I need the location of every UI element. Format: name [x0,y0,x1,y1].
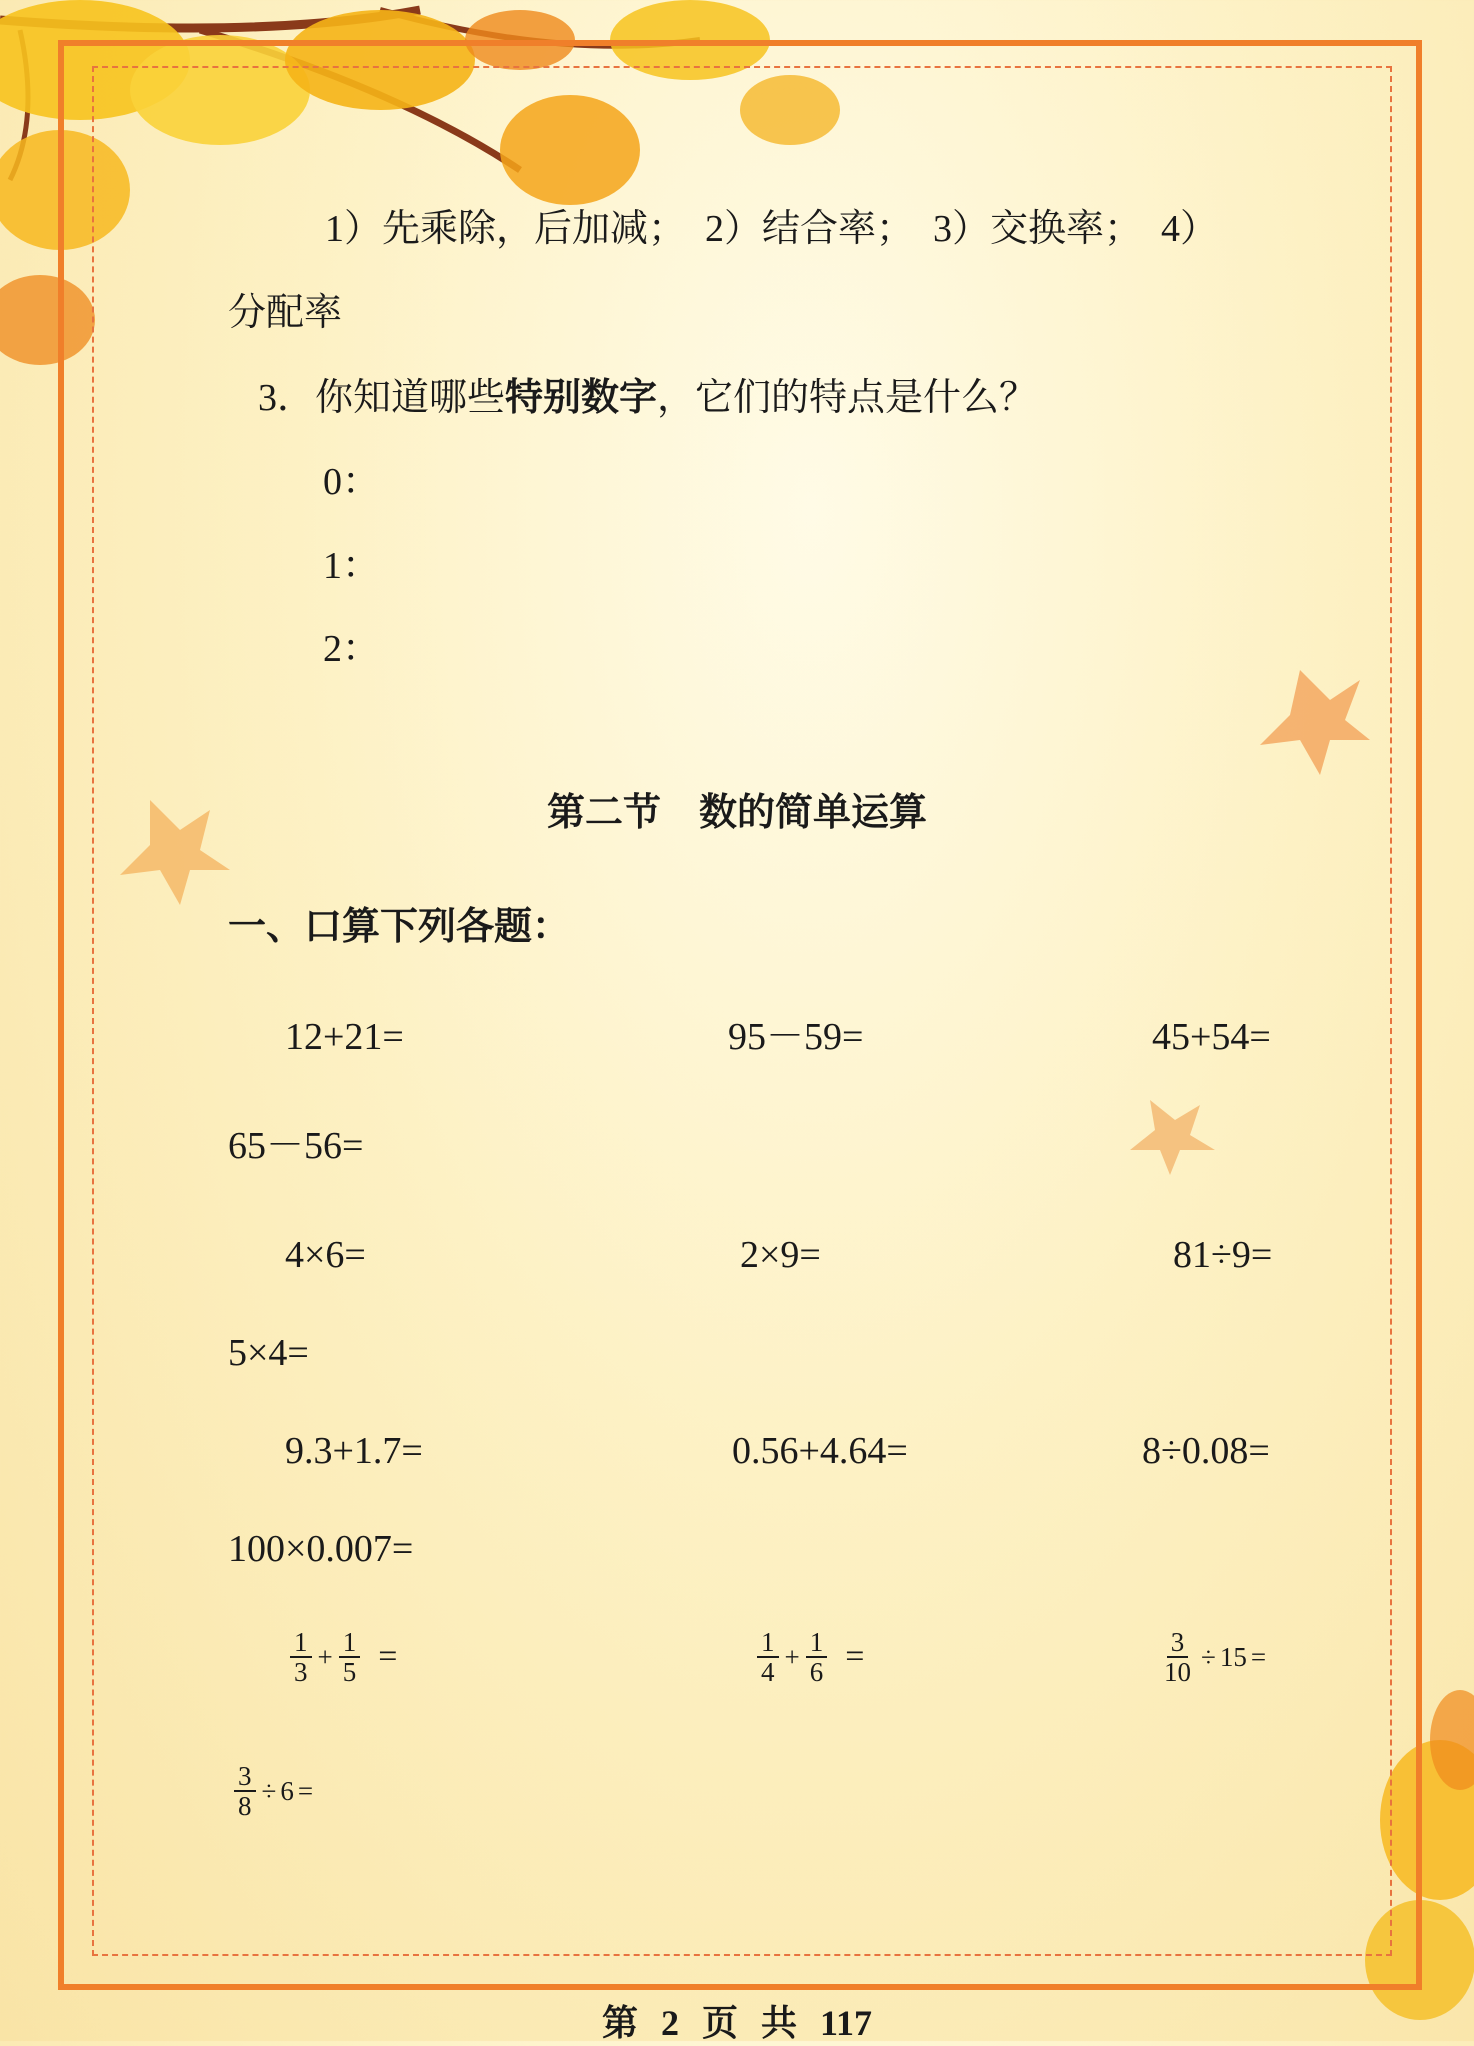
calc-95-minus-59: 95－59= [728,1016,864,1058]
part-1-heading: 一、口算下列各题： [228,904,571,948]
question-text-bold: 特别数字 [505,375,658,419]
numerator: 1 [806,1628,828,1658]
denominator: 8 [238,1791,252,1822]
equals-sign: = [378,1638,398,1676]
operation-rules-continuation: 分配率 [228,292,343,334]
special-digit-2: 2： [323,628,381,670]
numerator: 3 [234,1762,256,1792]
calc-100-times-0.007: 100×0.007= [228,1528,414,1570]
denominator: 6 [809,1657,824,1688]
numerator: 3 [1167,1628,1189,1658]
calc-0.56-plus-4.64: 0.56+4.64= [732,1430,908,1472]
operand: 15 [1219,1641,1247,1672]
calc-9.3-plus-1.7: 9.3+1.7= [285,1430,423,1472]
operator: ÷ [261,1775,277,1806]
operator: + [784,1641,800,1672]
calc-5-times-4: 5×4= [228,1332,309,1374]
current-page-number: 2 [660,2003,679,2043]
section-title: 第二节 数的简单运算 [546,790,927,834]
numerator: 1 [757,1628,779,1658]
calc-2-times-9: 2×9= [740,1234,821,1276]
numerator: 1 [290,1628,312,1658]
fraction-3-10-div-15 [1158,1628,1270,1687]
operator: + [317,1641,333,1672]
special-digit-0: 0： [323,461,381,503]
denominator: 10 [1164,1657,1191,1688]
special-digit-1: 1： [323,545,381,587]
equals-sign: = [297,1775,314,1806]
calc-65-minus-56: 65－56= [228,1125,364,1167]
calc-4-times-6: 4×6= [285,1234,366,1276]
question-number: 3． [258,377,316,419]
footer-total-word: 共 [761,2003,798,2043]
equals-sign: = [845,1638,865,1676]
total-page-count: 117 [820,2003,873,2043]
fraction-3-8-div-6 [232,1762,317,1821]
fraction-1-4-plus-1-6 [755,1628,868,1687]
operand: 6 [280,1775,294,1806]
operator: ÷ [1201,1641,1216,1672]
fraction-1-3-plus-1-5 [288,1628,401,1687]
calc-81-div-9: 81÷9= [1173,1234,1273,1276]
equals-sign: = [1250,1641,1267,1672]
footer-prefix: 第 [601,2003,638,2043]
page-footer [0,1995,1474,2046]
footer-page-word: 页 [701,2003,738,2043]
question-text-c: ，它们的特点是什么？ [657,377,1038,419]
calc-12-plus-21: 12+21= [285,1016,404,1058]
denominator: 3 [294,1657,308,1688]
operation-rules-line: 1）先乘除，后加减； 2）结合率； 3）交换率； 4） [325,208,1219,250]
calc-8-div-0.08: 8÷0.08= [1142,1430,1270,1472]
question-text-a: 你知道哪些 [315,377,506,419]
numerator: 1 [339,1628,361,1658]
denominator: 4 [761,1657,775,1688]
denominator: 5 [342,1657,357,1688]
calc-45-plus-54: 45+54= [1152,1016,1271,1058]
question-3 [258,375,1038,419]
